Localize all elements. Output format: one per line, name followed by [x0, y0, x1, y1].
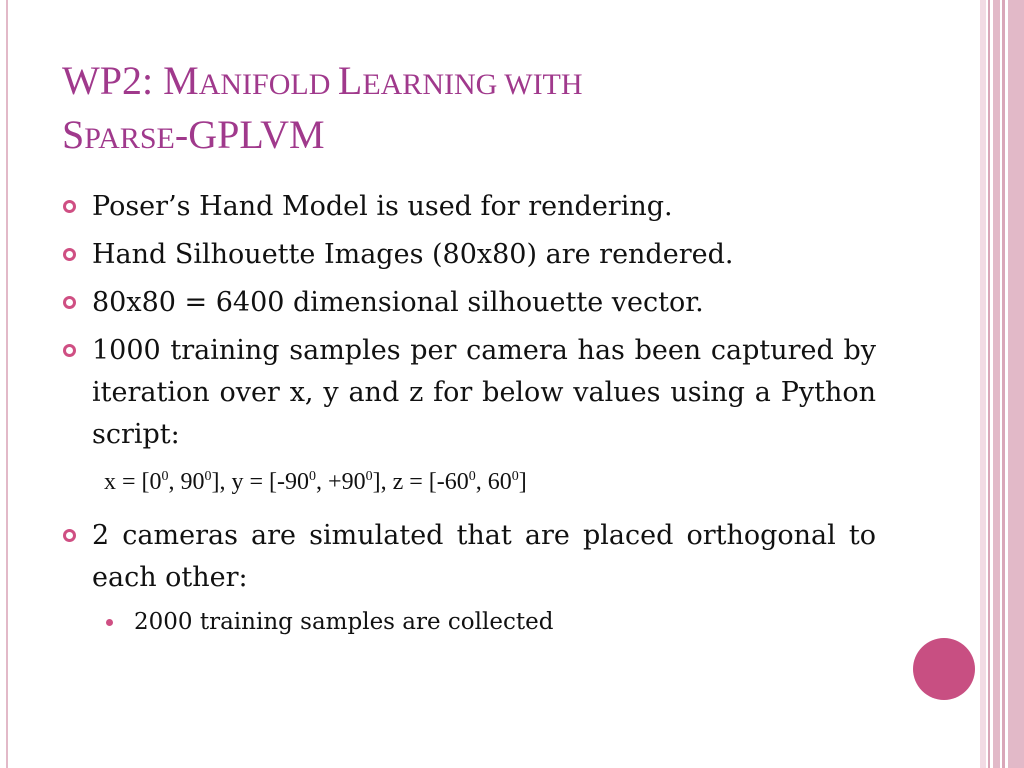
slide-content [62, 186, 876, 639]
left-frame-line [6, 0, 8, 768]
range-text: ], z = [-60 [372, 469, 469, 495]
range-text: ], y = [-90 [211, 469, 310, 495]
ring-bullet-icon [63, 296, 76, 309]
bullet-item [62, 330, 876, 456]
bullet-item [62, 186, 876, 228]
right-decorative-bands [980, 0, 1024, 768]
band-5 [1008, 0, 1024, 768]
range-text: , 90 [168, 469, 205, 495]
range-sup: 0 [309, 469, 317, 484]
ring-bullet-icon [63, 529, 76, 542]
bullet-text: Poser’s Hand Model is used for rendering. [92, 191, 673, 222]
range-text: x = [0 [104, 469, 162, 495]
band-1 [980, 0, 986, 768]
bullet-text: Hand Silhouette Images (80x80) are rendered. [92, 239, 734, 270]
title-line-1 [62, 56, 882, 110]
title-text: EARNING WITH [362, 68, 583, 101]
range-text: , 60 [475, 469, 512, 495]
range-sup: 0 [511, 469, 519, 484]
ring-bullet-icon [63, 248, 76, 261]
title-text: WP2: [62, 58, 164, 103]
title-text: -GPLVM [174, 112, 325, 157]
ring-bullet-icon [63, 344, 76, 357]
sub-bullet-text: 2000 training samples are collected [134, 609, 554, 635]
decorative-circle [913, 638, 975, 700]
range-sup: 0 [365, 469, 373, 484]
range-text: ] [518, 469, 527, 495]
band-4 [1002, 0, 1005, 768]
range-text: , +90 [316, 469, 366, 495]
ring-bullet-icon [63, 200, 76, 213]
ranges-line [62, 462, 876, 497]
title-text: S [62, 112, 85, 157]
bullet-item [62, 234, 876, 276]
bullet-item [62, 515, 876, 599]
title-text: L [337, 58, 363, 103]
title-text: ANIFOLD [198, 68, 338, 101]
bullet-text: 2 cameras are simulated that are placed orthogonal to each other: [92, 520, 876, 593]
range-sup: 0 [161, 469, 169, 484]
title-line-2 [62, 110, 882, 164]
bullet-item [62, 282, 876, 324]
bullet-text: 1000 training samples per camera has been captured by iteration over x, y and z for below values using a Python script: [92, 335, 876, 450]
slide-title [62, 56, 882, 164]
title-text: PARSE [84, 122, 175, 155]
range-sup: 0 [468, 469, 476, 484]
title-text: M [163, 58, 199, 103]
sub-bullet-item [62, 605, 876, 639]
band-2 [988, 0, 990, 768]
bullet-text: 80x80 = 6400 dimensional silhouette vector. [92, 287, 704, 318]
range-sup: 0 [204, 469, 212, 484]
band-3 [993, 0, 1000, 768]
dot-bullet-icon [106, 619, 113, 626]
